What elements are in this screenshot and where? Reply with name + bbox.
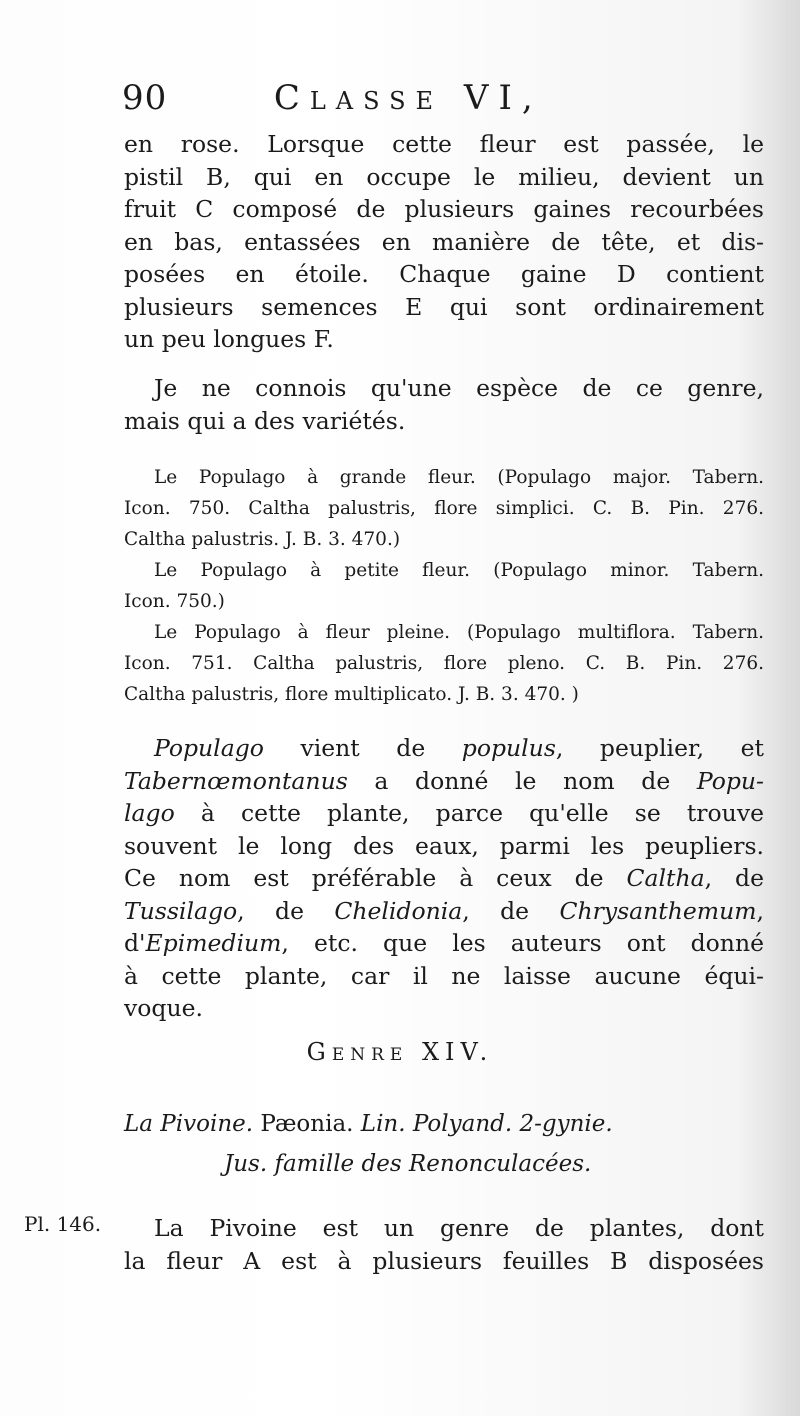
page-number: 90 [122,78,168,118]
text-line: posées en étoile. Chaque gaine D contient [124,260,764,288]
species-line: Le Populago à petite fleur. (Populago minor. Tabern. [154,560,764,581]
genus-definition [124,1104,764,1184]
text-line: Ce nom est préférable à ceux de Caltha, de [124,864,765,892]
genre-heading: Genre XIV. [306,1038,494,1066]
text-line: en bas, entassées en manière de tête, et dis- [124,227,764,256]
genus-description [124,1212,764,1277]
definition-line: La Pivoine. Pæonia. Lin. Polyand. 2-gynie. [124,1111,613,1137]
text-line: d'Epimedium, etc. que les auteurs ont donné [124,929,764,957]
species-intro-paragraph [124,372,764,437]
etymology-paragraph [124,732,764,1025]
page-header [122,78,642,118]
text-line: un peu longues F. [124,325,334,353]
text-line: La Pivoine est un genre de plantes, dont [154,1214,764,1242]
text-line: à cette plante, car il ne laisse aucune équi- [124,961,764,990]
description-paragraph [124,128,764,356]
text-line: voque. [124,994,203,1022]
species-line: Le Populago à fleur pleine. (Populago multiflora. Tabern. [154,622,764,643]
species-line: Icon. 750. Caltha palustris, flore simplici. C. B. Pin. 276. [124,498,764,519]
definition-line: Jus. famille des Renonculacées. [224,1151,592,1177]
species-line: Caltha palustris. J. B. 3. 470.) [124,529,401,550]
text-line: Populago vient de populus, peuplier, et [154,734,765,762]
text-line: en rose. Lorsque cette fleur est passée, le [124,130,764,158]
text-line: fruit C composé de plusieurs gaines recourbées [124,195,764,223]
text-line: Tabernœmontanus a donné le nom de Popu- [124,766,764,795]
text-line: plusieurs semences E qui sont ordinairement [124,292,764,321]
plate-reference: Pl. 146. [24,1212,102,1236]
text-line: Je ne connois qu'une espèce de ce genre, [154,374,764,402]
species-line: Icon. 750.) [124,591,225,612]
species-list [124,462,764,710]
text-line: souvent le long des eaux, parmi les peupliers. [124,831,764,860]
text-line: mais qui a des variétés. [124,406,406,435]
species-line: Icon. 751. Caltha palustris, flore pleno. C. B. Pin. 276. [124,653,764,674]
page-title: Classe VI, [273,78,543,118]
text-line: Tussilago, de Chelidonia, de Chrysanthemum, [124,896,764,925]
species-line: Caltha palustris, flore multiplicato. J. B. 3. 470. ) [124,684,579,705]
species-line: Le Populago à grande fleur. (Populago major. Tabern. [154,467,764,488]
text-line: la fleur A est à plusieurs feuilles B disposées [124,1246,764,1275]
text-line: pistil B, qui en occupe le milieu, devient un [124,162,764,191]
text-line: lago à cette plante, parce qu'elle se trouve [124,799,764,827]
